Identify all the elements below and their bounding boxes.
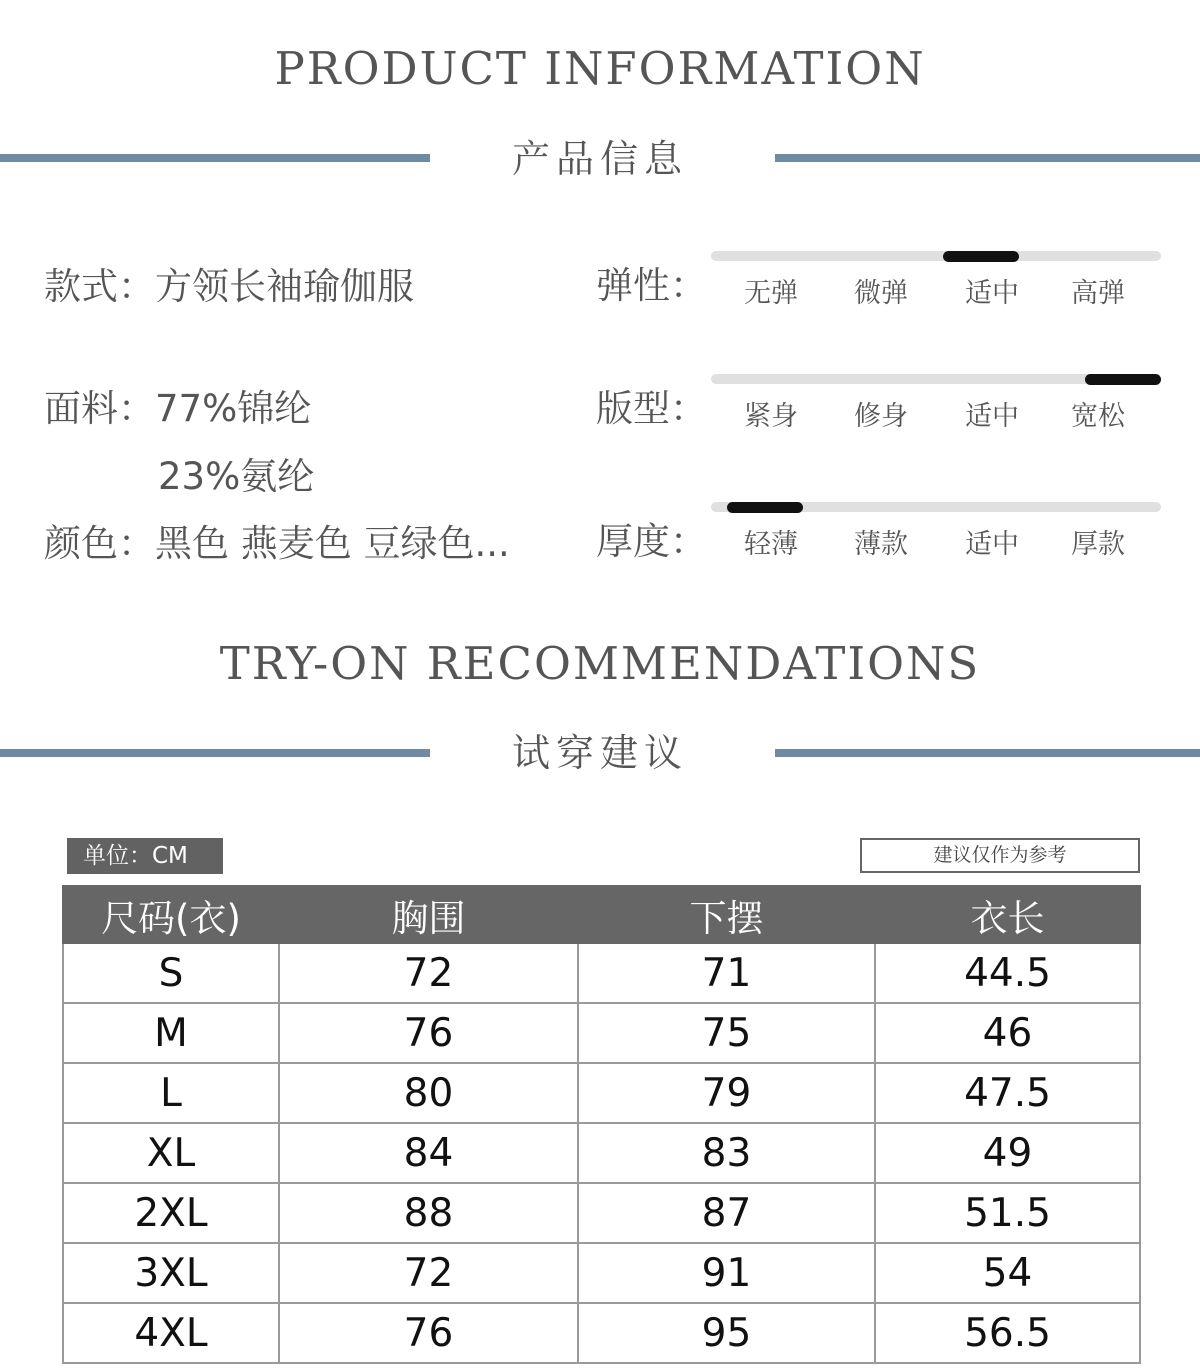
thickness-label: 厚度：: [596, 520, 707, 563]
cell-chest: 88: [279, 1183, 578, 1243]
scale-option: 修身: [854, 401, 908, 432]
cell-length: 51.5: [875, 1183, 1140, 1243]
divider-right: [775, 154, 1200, 162]
scale-marker: [943, 251, 1019, 262]
scale-option: 无弹: [744, 278, 798, 309]
cell-chest: 72: [279, 1243, 578, 1303]
try-on-title-cn: 试穿建议: [511, 731, 688, 775]
table-row: [63, 943, 1140, 1003]
thickness-scale: [711, 502, 1161, 562]
cell-chest: 80: [279, 1063, 578, 1123]
scale-option: 薄款: [854, 529, 908, 560]
cell-length: 56.5: [875, 1303, 1140, 1363]
scale-option: 宽松: [1071, 401, 1125, 432]
reference-note: 建议仅作为参考: [860, 838, 1140, 873]
header-hem: 下摆: [578, 886, 875, 943]
cell-length: 44.5: [875, 943, 1140, 1003]
color-line: 颜色：黑色 燕麦色 豆绿色...: [44, 522, 510, 565]
cell-hem: 95: [578, 1303, 875, 1363]
cell-hem: 87: [578, 1183, 875, 1243]
cell-chest: 76: [279, 1003, 578, 1063]
cell-hem: 71: [578, 943, 875, 1003]
scale-option: 高弹: [1071, 278, 1125, 309]
scale-option: 适中: [965, 401, 1019, 432]
scale-option: 轻薄: [744, 529, 798, 560]
fit-label: 版型：: [596, 387, 707, 430]
scale-option: 适中: [965, 529, 1019, 560]
elasticity-scale: [711, 251, 1161, 311]
cell-hem: 83: [578, 1123, 875, 1183]
cell-length: 46: [875, 1003, 1140, 1063]
product-info-title-cn: 产品信息: [511, 137, 688, 181]
scale-track: [711, 251, 1161, 261]
table-row: [63, 1303, 1140, 1363]
scale-option: 适中: [965, 278, 1019, 309]
cell-chest: 76: [279, 1303, 578, 1363]
fabric-line-2: 23%氨纶: [158, 455, 315, 498]
table-row: [63, 1063, 1140, 1123]
cell-size: XL: [63, 1123, 279, 1183]
cell-size: 3XL: [63, 1243, 279, 1303]
cell-hem: 75: [578, 1003, 875, 1063]
scale-marker: [727, 502, 803, 513]
scale-marker: [1085, 374, 1161, 385]
unit-label: 单位：CM: [67, 838, 223, 874]
cell-hem: 79: [578, 1063, 875, 1123]
table-row: [63, 1003, 1140, 1063]
fabric-line: 面料：77%锦纶: [44, 387, 312, 430]
header-length: 衣长: [875, 886, 1140, 943]
header-chest: 胸围: [279, 886, 578, 943]
cell-chest: 72: [279, 943, 578, 1003]
style-line: 款式：方领长袖瑜伽服: [44, 265, 414, 308]
cell-length: 54: [875, 1243, 1140, 1303]
cell-size: 4XL: [63, 1303, 279, 1363]
cell-size: 2XL: [63, 1183, 279, 1243]
table-row: [63, 1123, 1140, 1183]
cell-length: 47.5: [875, 1063, 1140, 1123]
cell-size: M: [63, 1003, 279, 1063]
header-size: 尺码(衣): [63, 886, 279, 943]
size-table: [62, 885, 1141, 1364]
table-header-row: [63, 886, 1140, 943]
cell-length: 49: [875, 1123, 1140, 1183]
product-info-title-en: PRODUCT INFORMATION: [274, 42, 926, 95]
table-row: [63, 1243, 1140, 1303]
elasticity-label: 弹性：: [596, 264, 707, 307]
divider-right: [775, 749, 1200, 757]
table-row: [63, 1183, 1140, 1243]
scale-option: 厚款: [1071, 529, 1125, 560]
scale-option: 紧身: [744, 401, 798, 432]
cell-size: L: [63, 1063, 279, 1123]
cell-chest: 84: [279, 1123, 578, 1183]
cell-size: S: [63, 943, 279, 1003]
try-on-title-en: TRY-ON RECOMMENDATIONS: [219, 637, 981, 690]
scale-option: 微弹: [854, 278, 908, 309]
cell-hem: 91: [578, 1243, 875, 1303]
fit-scale: [711, 374, 1161, 434]
